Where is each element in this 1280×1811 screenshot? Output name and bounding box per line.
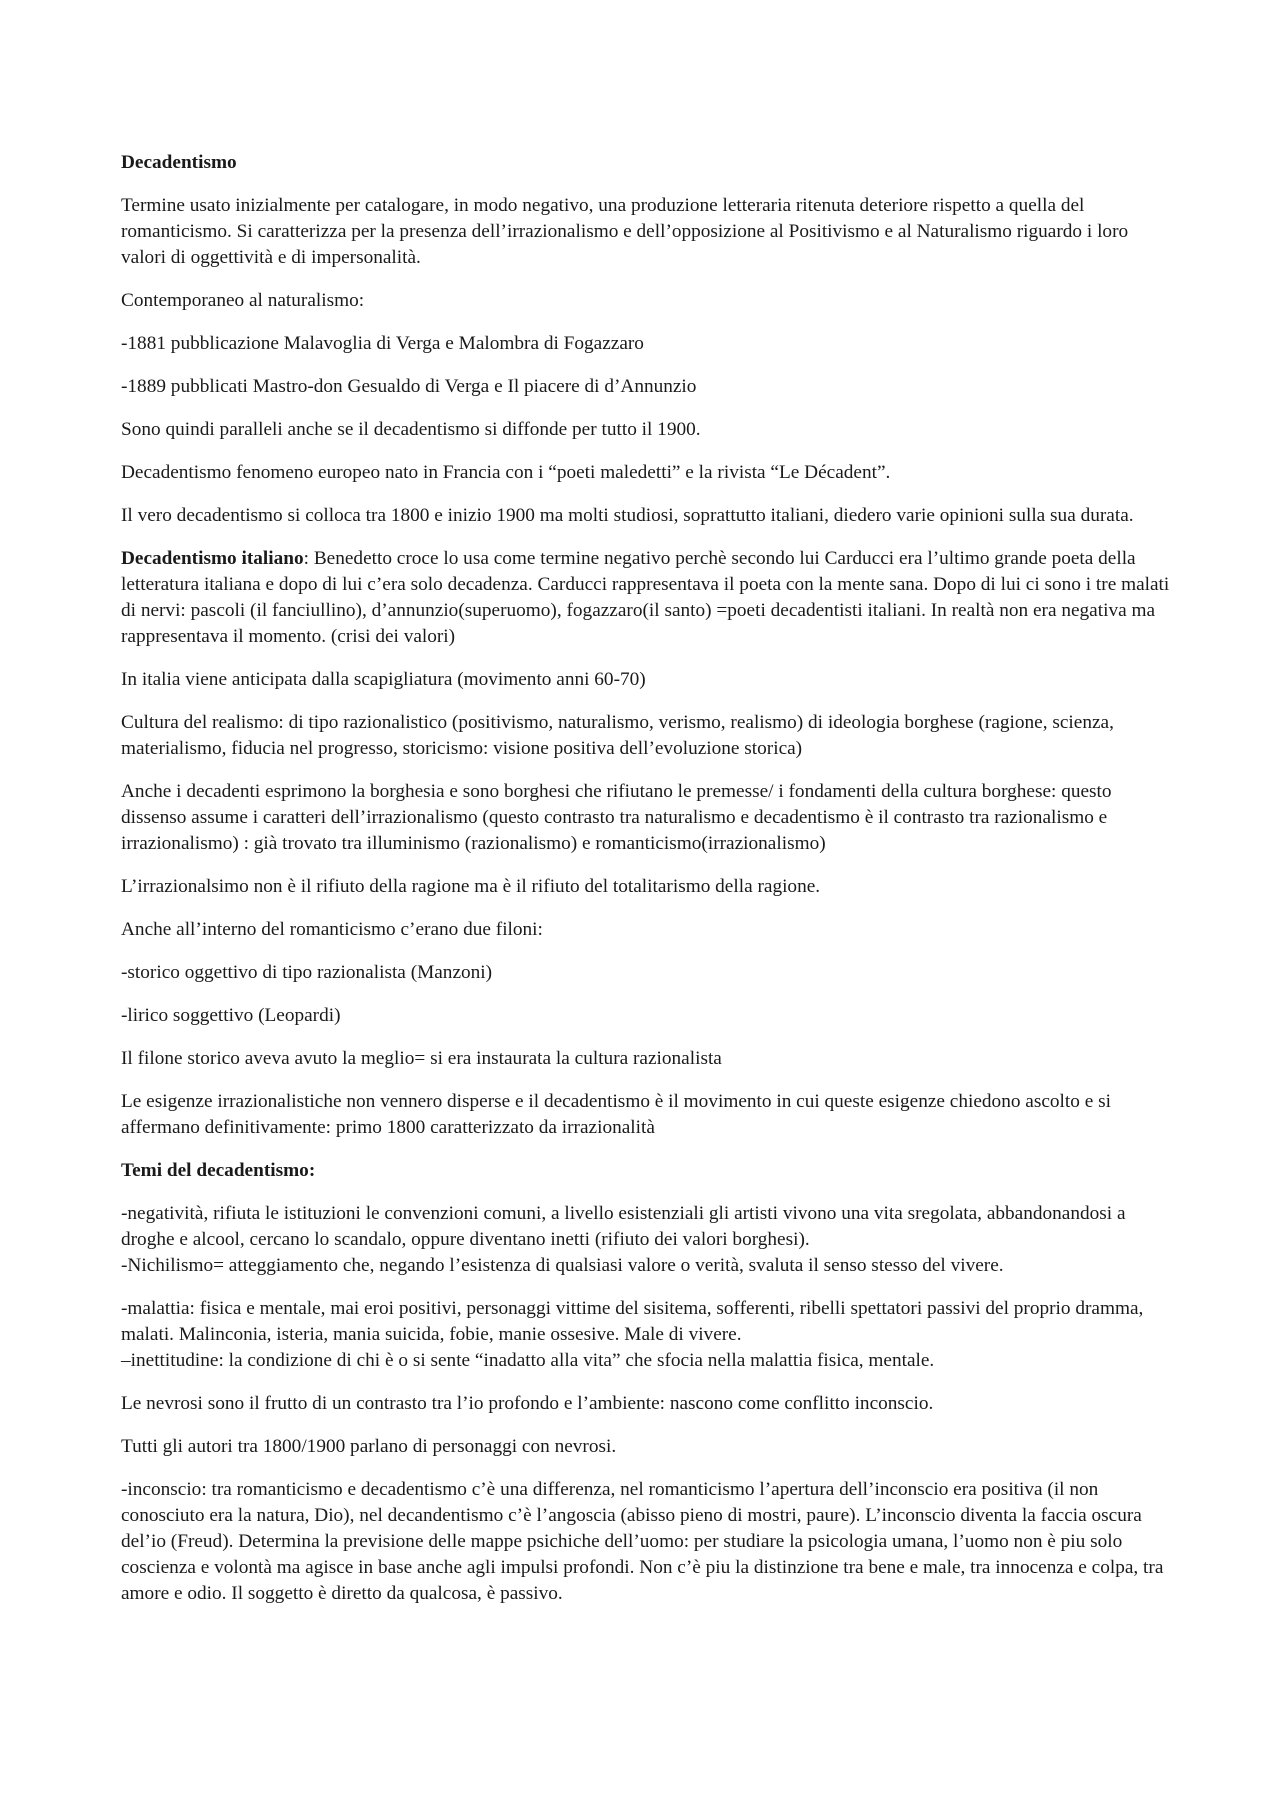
paragraph-contemporary: Contemporaneo al naturalismo: [121, 290, 365, 311]
paragraph-two-strands: Anche all’interno del romanticismo c’erano due filoni: [121, 919, 543, 940]
italian-decadentism-text: : Benedetto croce lo usa come termine negativo perchè secondo lui Carducci era l’ultimo grande poeta della letteratura italiana e dopo di lui c’era solo decadenza. Carducci rappresentava il poeta con la mente sana. Dopo di lui ci sono i tre malati di nervi: pascoli (il fanciullino), d’annunzio(superuomo), fogazzaro(il santo) =poeti decadentisti italiani. In realtà non era negativa ma rappresentava il momento. (crisi dei valori) [121, 548, 1170, 647]
paragraph-historic-strand: -storico oggettivo di tipo razionalista (Manzoni) [121, 962, 493, 983]
paragraph-european: Decadentismo fenomeno europeo nato in Francia con i “poeti maledetti” e la rivista “Le Décadent”. [121, 462, 891, 483]
paragraph-definition: Termine usato inizialmente per catalogare, in modo negativo, una produzione letteraria ritenuta deteriore rispetto a quella del romanticismo. Si caratterizza per la presenza dell’irrazionalismo e dell’opposizione al Positivismo e al Naturalismo riguardo i loro valori di oggettività e di impersonalità. [121, 195, 1129, 268]
paragraph-irrationalism: L’irrazionalsimo non è il rifiuto della ragione ma è il rifiuto del totalitarismo della ragione. [121, 876, 821, 897]
paragraph-historic-prevailed: Il filone storico aveva avuto la meglio= si era instaurata la cultura razionalista [121, 1048, 722, 1069]
paragraph-duration: Il vero decadentismo si colloca tra 1800 e inizio 1900 ma molti studiosi, soprattutto italiani, diedero varie opinioni sulla sua durata. [121, 505, 1134, 526]
theme-negativity: -negatività, rifiuta le istituzioni le convenzioni comuni, a livello esistenziali gli artisti vivono una vita sregolata, abbandonandosi a droghe e alcool, cercano lo scandalo, oppure diventano inetti (rifiuto dei valori borghesi). [121, 1203, 1126, 1250]
paragraph-bourgeoisie: Anche i decadenti esprimono la borghesia e sono borghesi che rifiutano le premesse/ i fondamenti della cultura borghese: questo dissenso assume i caratteri dell’irrazionalismo (questo contrasto tra naturalismo e decadentismo è il contrasto tra razionalismo e irrazionalismo) : già trovato tra illuminismo (razionalismo) e romanticismo(irrazionalismo) [121, 781, 1112, 854]
paragraph-scapigliatura: In italia viene anticipata dalla scapigliatura (movimento anni 60-70) [121, 669, 646, 690]
paragraph-italian-decadentism [121, 546, 1171, 650]
paragraph-irrational-needs: Le esigenze irrazionalistiche non vennero disperse e il decadentismo è il movimento in cui queste esigenze chiedono ascolto e si affermano definitivamente: primo 1800 caratterizzato da irrazionalità [121, 1091, 1111, 1138]
theme-nihilism: -Nichilismo= atteggiamento che, negando l’esistenza di qualsiasi valore o verità, svaluta il senso stesso del vivere. [121, 1255, 1004, 1276]
theme-ineptitude: –inettitudine: la condizione di chi è o si sente “inadatto alla vita” che sfocia nella malattia fisica, mentale. [121, 1350, 935, 1371]
document-title: Decadentismo [121, 152, 237, 173]
paragraph-lyric-strand: -lirico soggettivo (Leopardi) [121, 1005, 341, 1026]
document-body [121, 150, 1171, 1624]
paragraph-parallel: Sono quindi paralleli anche se il decadentismo si diffonde per tutto il 1900. [121, 419, 701, 440]
theme-unconscious: -inconscio: tra romanticismo e decadentismo c’è una differenza, nel romanticismo l’apertura dell’inconscio era positiva (il non conosciuto era la natura, Dio), nel decandentismo c’è l’angoscia (abisso pieno di mostri, paure). L’inconscio diventa la faccia oscura del’io (Freud). Determina la previsione delle mappe psichiche dell’uomo: per studiare la psicologia umana, l’uomo non è piu solo coscienza e volontà ma agisce in base anche agli impulsi profondi. Non c’è piu la distinzione tra bene e male, tra innocenza e colpa, tra amore e odio. Il soggetto è diretto da qualcosa, è passivo. [121, 1479, 1164, 1604]
paragraph-authors-neurosis: Tutti gli autori tra 1800/1900 parlano di personaggi con nevrosi. [121, 1436, 617, 1457]
theme-illness: -malattia: fisica e mentale, mai eroi positivi, personaggi vittime del sisitema, sofferenti, ribelli spettatori passivi del proprio dramma, malati. Malinconia, isteria, mania suicida, fobie, manie ossesive. Male di vivere. [121, 1298, 1144, 1345]
italian-decadentism-label: Decadentismo italiano [121, 548, 304, 569]
themes-heading: Temi del decadentismo: [121, 1160, 316, 1181]
paragraph-realism-culture: Cultura del realismo: di tipo razionalistico (positivismo, naturalismo, verismo, realismo) di ideologia borghese (ragione, scienza, materialismo, fiducia nel progresso, storicismo: visione positiva dell’evoluzione storica) [121, 712, 1114, 759]
paragraph-neurosis: Le nevrosi sono il frutto di un contrasto tra l’io profondo e l’ambiente: nascono come conflitto inconscio. [121, 1393, 934, 1414]
paragraph-1881: -1881 pubblicazione Malavoglia di Verga e Malombra di Fogazzaro [121, 333, 644, 354]
paragraph-1889: -1889 pubblicati Mastro-don Gesualdo di Verga e Il piacere di d’Annunzio [121, 376, 697, 397]
